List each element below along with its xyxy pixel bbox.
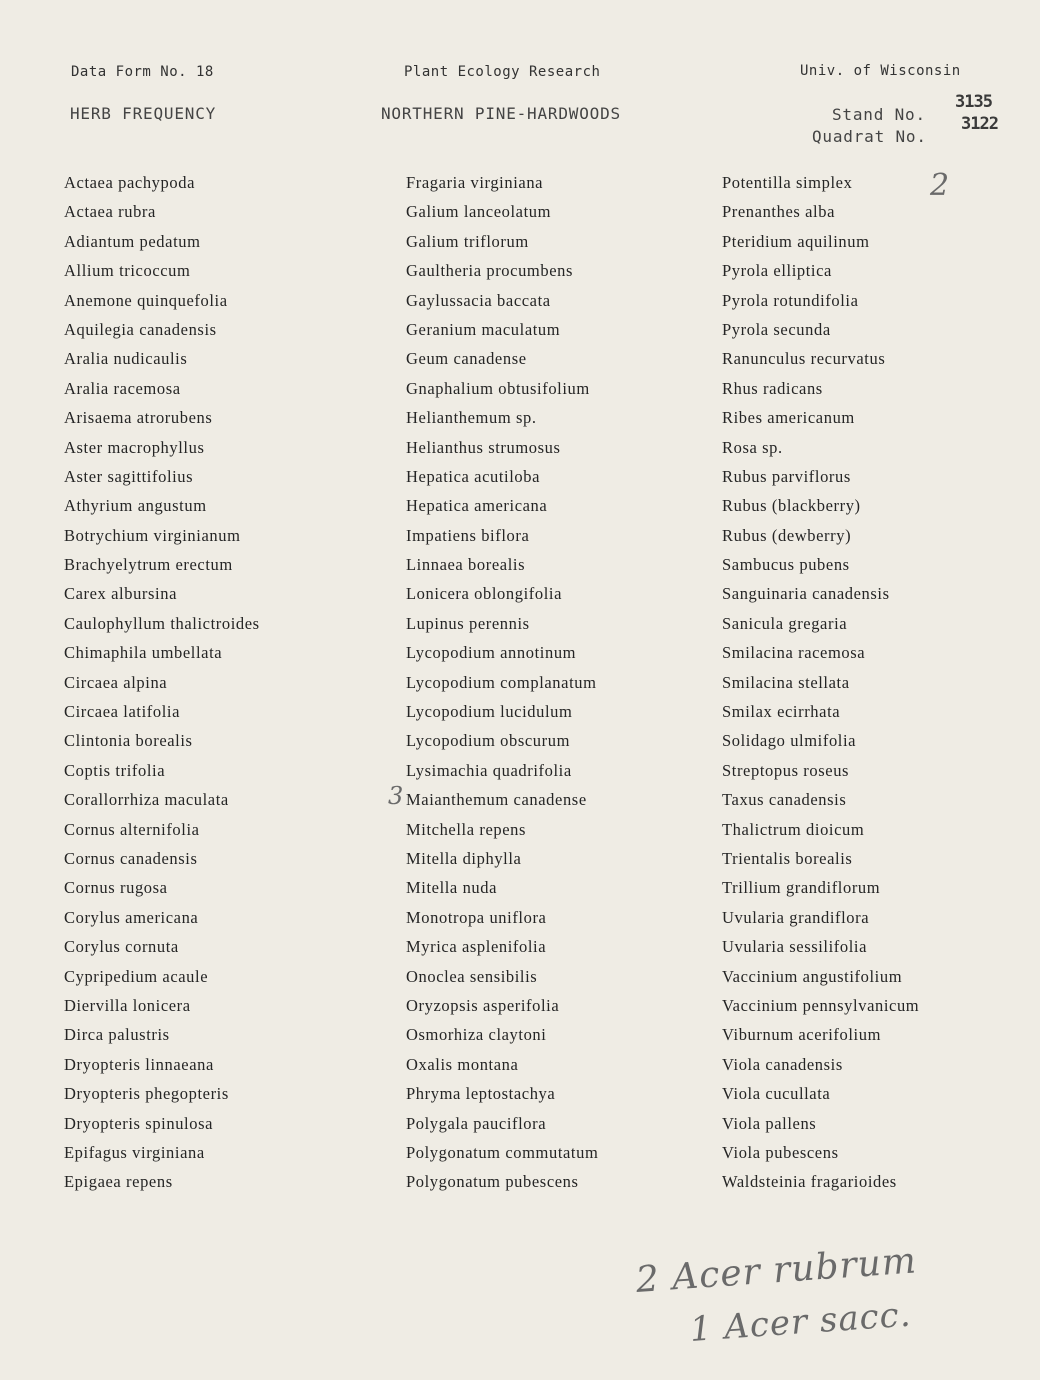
species-item: Gaultheria procumbens (406, 261, 574, 281)
quadrat-number-stamp: 3122 (961, 114, 998, 134)
species-item: Circaea latifolia (64, 702, 181, 722)
species-item: Geum canadense (406, 349, 527, 369)
species-item: Corylus cornuta (64, 937, 179, 957)
species-item: Corallorrhiza maculata (64, 790, 229, 810)
species-item: Monotropa uniflora (406, 907, 547, 927)
species-item: Polygonatum pubescens (406, 1172, 579, 1192)
species-item: Lycopodium complanatum (406, 672, 597, 692)
species-item: Mitella nuda (406, 878, 498, 898)
species-item: Vaccinium angustifolium (722, 966, 903, 986)
species-item: Lupinus perennis (406, 613, 530, 633)
species-item: Cornus canadensis (64, 848, 198, 868)
species-item: Waldsteinia fragarioides (722, 1172, 897, 1192)
species-item: Rubus (dewberry) (722, 525, 852, 545)
species-item: Adiantum pedatum (64, 231, 201, 251)
species-item: Helianthemum sp. (406, 408, 537, 428)
species-item: Lycopodium annotinum (406, 643, 577, 663)
species-item: Epifagus virginiana (64, 1142, 205, 1162)
species-item: Viola canadensis (722, 1054, 843, 1074)
species-item: Dryopteris linnaeana (64, 1054, 214, 1074)
species-item: Viola pubescens (722, 1142, 839, 1162)
handwritten-count-potentilla: 2 (930, 168, 950, 203)
species-item: Ribes americanum (722, 408, 855, 428)
species-item: Brachyelytrum erectum (64, 555, 233, 575)
species-item: Smilacina stellata (722, 672, 850, 692)
species-item: Myrica asplenifolia (406, 937, 547, 957)
program-name: Plant Ecology Research (404, 64, 601, 80)
species-item: Anemone quinquefolia (64, 290, 228, 310)
species-item: Lysimachia quadrifolia (406, 760, 572, 780)
species-item: Polygala pauciflora (406, 1113, 547, 1133)
species-item: Diervilla lonicera (64, 995, 191, 1015)
species-item: Aster sagittifolius (64, 466, 194, 486)
species-item: Allium tricoccum (64, 261, 191, 281)
species-item: Smilacina racemosa (722, 643, 866, 663)
species-item: Sambucus pubens (722, 555, 850, 575)
species-column-3 (722, 168, 919, 1197)
species-item: Impatiens biflora (406, 525, 530, 545)
species-item: Pyrola rotundifolia (722, 290, 859, 310)
species-item: Ranunculus recurvatus (722, 349, 886, 369)
species-item: Fragaria virginiana (406, 173, 544, 192)
species-item: Trillium grandiflorum (722, 878, 881, 898)
species-item: Helianthus strumosus (406, 437, 561, 457)
institution-name: Univ. of Wisconsin (800, 63, 961, 79)
quadrat-number-label: Quadrat No. (812, 127, 927, 146)
species-item: Botrychium virginianum (64, 525, 241, 545)
species-item: Phryma leptostachya (406, 1084, 556, 1104)
species-item: Pyrola elliptica (722, 261, 832, 281)
species-item: Hepatica acutiloba (406, 466, 541, 486)
stand-number-label: Stand No. (832, 105, 926, 124)
species-item: Clintonia borealis (64, 731, 193, 751)
handwritten-count-maianthemum: 3 (388, 782, 404, 810)
species-item: Rubus (blackberry) (722, 496, 861, 516)
species-item: Cornus alternifolia (64, 819, 200, 839)
species-item: Viola pallens (722, 1113, 817, 1133)
handwritten-note-line-2: 1 Acer sacc. (688, 1294, 913, 1350)
species-item: Solidago ulmifolia (722, 731, 857, 751)
stand-number-stamp: 3135 (955, 92, 992, 112)
species-item: Aralia nudicaulis (64, 349, 188, 369)
species-item: Oryzopsis asperifolia (406, 995, 560, 1015)
species-item: Aralia racemosa (64, 378, 181, 398)
species-item: Actaea pachypoda (64, 173, 195, 192)
species-item: Rhus radicans (722, 378, 823, 398)
species-item: Lycopodium lucidulum (406, 702, 573, 722)
species-item: Viola cucullata (722, 1084, 831, 1104)
species-item: Osmorhiza claytoni (406, 1025, 547, 1045)
species-item: Lycopodium obscurum (406, 731, 571, 751)
species-item: Corylus americana (64, 907, 199, 927)
species-item: Prenanthes alba (722, 202, 836, 222)
species-item: Galium triflorum (406, 231, 529, 251)
species-column-2 (406, 168, 598, 1197)
species-item: Gnaphalium obtusifolium (406, 378, 590, 398)
species-item: Athyrium angustum (64, 496, 207, 516)
species-item: Trientalis borealis (722, 848, 853, 868)
species-item: Sanicula gregaria (722, 613, 848, 633)
species-item: Uvularia sessilifolia (722, 937, 868, 957)
species-item: Rosa sp. (722, 437, 783, 457)
species-item: Mitchella repens (406, 819, 527, 839)
species-item: Hepatica americana (406, 496, 548, 516)
species-item: Smilax ecirrhata (722, 702, 841, 722)
species-item: Viburnum acerifolium (722, 1025, 882, 1045)
species-item: Uvularia grandiflora (722, 907, 870, 927)
species-item: Oxalis montana (406, 1054, 519, 1074)
species-item: Maianthemum canadense (406, 790, 587, 810)
species-item: Dryopteris spinulosa (64, 1113, 214, 1133)
species-item: Caulophyllum thalictroides (64, 613, 260, 633)
species-item: Taxus canadensis (722, 790, 847, 810)
species-item: Chimaphila umbellata (64, 643, 223, 663)
species-item: Gaylussacia baccata (406, 290, 551, 310)
handwritten-note-line-1: 2 Acer rubrum (634, 1240, 919, 1301)
species-item: Cypripedium acaule (64, 966, 209, 986)
species-item: Geranium maculatum (406, 319, 561, 339)
species-item: Sanguinaria canadensis (722, 584, 890, 604)
species-item: Potentilla simplex (722, 173, 853, 192)
species-item: Actaea rubra (64, 202, 156, 222)
species-item: Streptopus roseus (722, 760, 850, 780)
species-item: Pyrola secunda (722, 319, 831, 339)
species-item: Pteridium aquilinum (722, 231, 870, 251)
form-number: Data Form No. 18 (71, 64, 214, 80)
species-item: Linnaea borealis (406, 555, 526, 575)
species-item: Epigaea repens (64, 1172, 173, 1192)
species-item: Onoclea sensibilis (406, 966, 538, 986)
species-item: Aster macrophyllus (64, 437, 205, 457)
community-type: NORTHERN PINE-HARDWOODS (381, 104, 621, 123)
form-title: HERB FREQUENCY (70, 104, 217, 123)
species-item: Circaea alpina (64, 672, 168, 692)
species-item: Galium lanceolatum (406, 202, 552, 222)
species-item: Arisaema atrorubens (64, 408, 213, 428)
species-item: Lonicera oblongifolia (406, 584, 563, 604)
species-item: Dryopteris phegopteris (64, 1084, 229, 1104)
species-item: Cornus rugosa (64, 878, 168, 898)
species-item: Aquilegia canadensis (64, 319, 217, 339)
species-column-1 (64, 168, 260, 1197)
species-item: Polygonatum commutatum (406, 1142, 599, 1162)
species-item: Dirca palustris (64, 1025, 170, 1045)
species-item: Coptis trifolia (64, 760, 166, 780)
species-item: Rubus parviflorus (722, 466, 851, 486)
species-item: Mitella diphylla (406, 848, 522, 868)
species-item: Vaccinium pennsylvanicum (722, 995, 920, 1015)
species-item: Thalictrum dioicum (722, 819, 865, 839)
species-item: Carex albursina (64, 584, 178, 604)
